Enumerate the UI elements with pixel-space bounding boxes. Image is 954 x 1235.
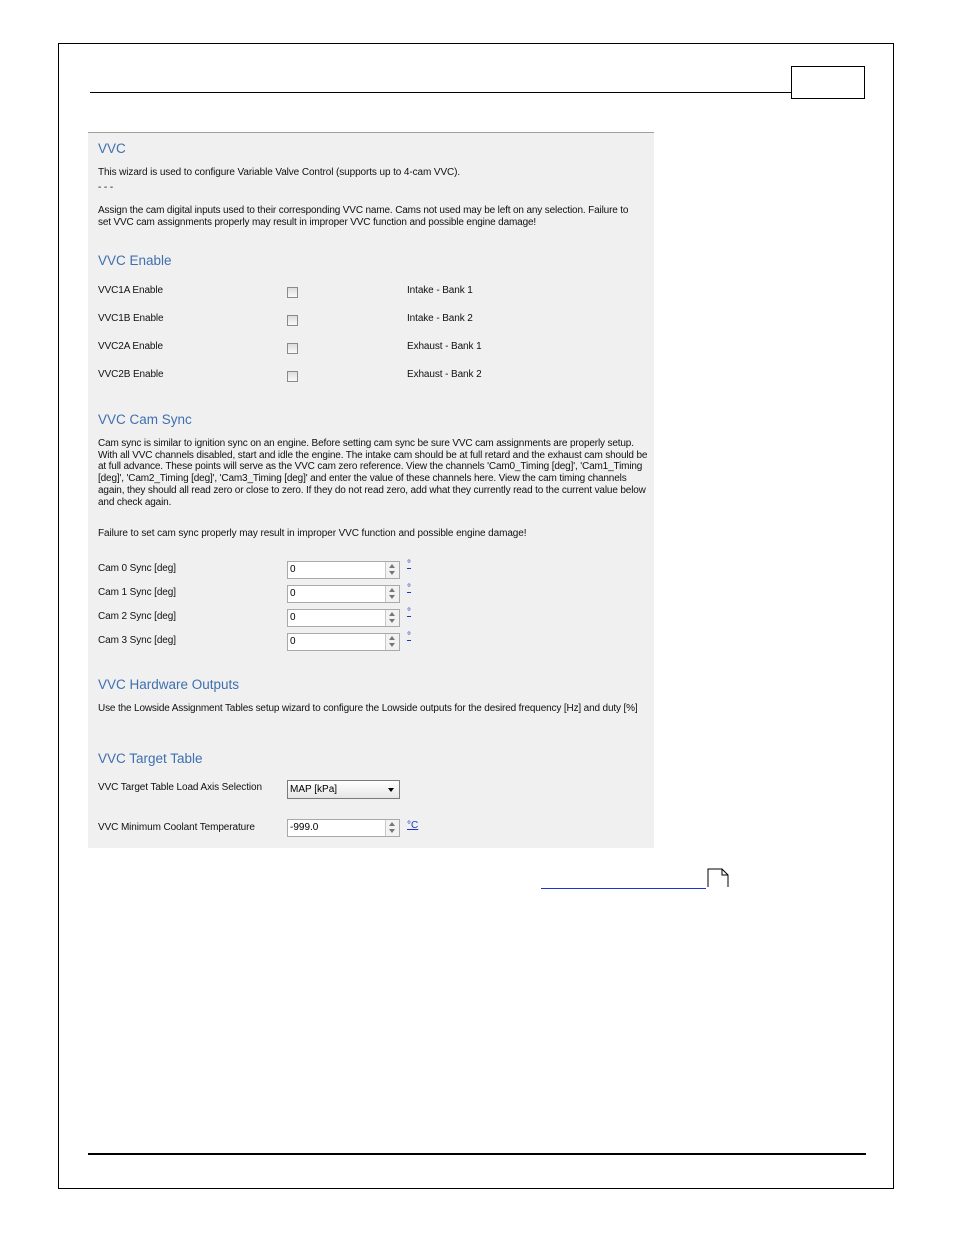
vvc1b-assignment: Intake - Bank 2 (407, 313, 473, 324)
spinner-arrows-icon[interactable] (385, 820, 399, 836)
vvc2b-enable-checkbox[interactable] (287, 371, 298, 382)
min-coolant-temp-label: VVC Minimum Coolant Temperature (98, 822, 255, 833)
cam0-sync-label: Cam 0 Sync [deg] (98, 563, 176, 574)
cam0-unit-link[interactable]: ° (407, 559, 411, 570)
vvc2b-assignment: Exhaust - Bank 2 (407, 369, 482, 380)
min-coolant-temp-input[interactable] (287, 819, 400, 837)
vvc-enable-heading: VVC Enable (98, 253, 172, 268)
assign-note: Assign the cam digital inputs used to their corresponding VVC name. Cams not used may be left on any selection. Failure to set VVC cam assignments properly may result in improper VVC function and possible engine damage! (98, 205, 629, 228)
spinner-arrows-icon[interactable] (385, 610, 399, 626)
cam-sync-warning: Failure to set cam sync properly may result in improper VVC function and possible engine damage! (98, 528, 527, 539)
chevron-down-icon (388, 788, 394, 792)
spinner-arrows-icon[interactable] (385, 634, 399, 650)
cam3-unit-link[interactable]: ° (407, 631, 411, 642)
cam2-sync-label: Cam 2 Sync [deg] (98, 611, 176, 622)
vvc1a-enable-checkbox[interactable] (287, 287, 298, 298)
footer-rule (88, 1153, 866, 1155)
vvc1a-enable-label: VVC1A Enable (98, 285, 163, 296)
spinner-arrows-icon[interactable] (385, 586, 399, 602)
coolant-unit-link[interactable]: °C (407, 820, 419, 831)
vvc2a-assignment: Exhaust - Bank 1 (407, 341, 482, 352)
vvc1b-enable-checkbox[interactable] (287, 315, 298, 326)
vvc2a-enable-checkbox[interactable] (287, 343, 298, 354)
vvc2b-enable-label: VVC2B Enable (98, 369, 164, 380)
cam-sync-description: Cam sync is similar to ignition sync on an engine. Before setting cam sync be sure VVC cam assignments are properly setup. With all VVC channels disabled, start and idle the engine. The intake cam should be at full retard and the exhaust cam should be at full advance. These points will serve as the VVC cam zero reference. View the channels 'Cam0_Timing [deg]', 'Cam1_Timing [deg]', 'Cam2_Timing [deg]', 'Cam3_Timing [deg]' and enter the value of these channels here. View the cam timing channels again, they should all read zero or close to zero. If they do not read zero, add what they currently read to the current value below and check again. (98, 438, 648, 508)
wizard-intro: This wizard is used to configure Variable Valve Control (supports up to 4-cam VVC). (98, 167, 461, 178)
load-axis-value: MAP [kPa] (290, 784, 338, 795)
spinner-arrows-icon[interactable] (385, 562, 399, 578)
page-number-box (791, 66, 865, 99)
separator: - - - (98, 182, 114, 193)
cam2-sync-value: 0 (290, 612, 296, 623)
load-axis-selection-label: VVC Target Table Load Axis Selection (98, 782, 262, 793)
vvc2a-enable-label: VVC2A Enable (98, 341, 163, 352)
cam2-unit-link[interactable]: ° (407, 607, 411, 618)
vvc1b-enable-label: VVC1B Enable (98, 313, 164, 324)
cam3-sync-value: 0 (290, 636, 296, 647)
hardware-outputs-description: Use the Lowside Assignment Tables setup wizard to configure the Lowside outputs for the desired frequency [Hz] and duty [%] (98, 703, 638, 714)
cam2-sync-input[interactable] (287, 609, 400, 627)
cam1-unit-link[interactable]: ° (407, 583, 411, 594)
cam3-sync-input[interactable] (287, 633, 400, 651)
cam1-sync-input[interactable] (287, 585, 400, 603)
hyperlink-underline[interactable] (541, 888, 706, 889)
cam3-sync-label: Cam 3 Sync [deg] (98, 635, 176, 646)
page-note-icon (707, 868, 729, 888)
wizard-title: VVC (98, 141, 126, 156)
header-rule (90, 92, 792, 93)
vvc-wizard-panel (88, 132, 654, 848)
cam1-sync-label: Cam 1 Sync [deg] (98, 587, 176, 598)
cam0-sync-value: 0 (290, 564, 296, 575)
vvc1a-assignment: Intake - Bank 1 (407, 285, 473, 296)
min-coolant-temp-value: -999.0 (290, 822, 319, 833)
vvc-cam-sync-heading: VVC Cam Sync (98, 412, 192, 427)
vvc-target-table-heading: VVC Target Table (98, 751, 203, 766)
vvc-hardware-outputs-heading: VVC Hardware Outputs (98, 677, 240, 692)
cam1-sync-value: 0 (290, 588, 296, 599)
load-axis-select[interactable] (287, 780, 400, 799)
cam0-sync-input[interactable] (287, 561, 400, 579)
